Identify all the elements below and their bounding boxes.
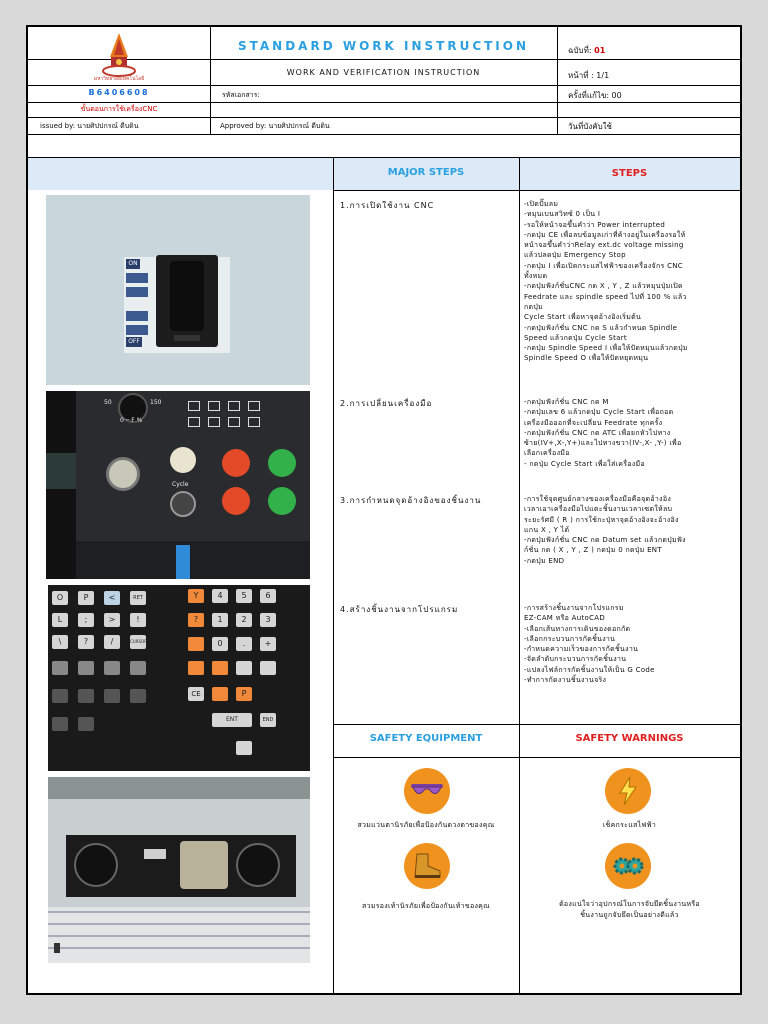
cycle-label: Cycle xyxy=(172,481,189,488)
issue-cell xyxy=(568,44,605,57)
center-socket xyxy=(180,841,228,889)
moving-gears-icon xyxy=(605,843,651,889)
step-4-details: -การสร้างชิ้นงานจากโปรแกรม EZ-CAM หรือ AutoCAD -เลือกเส้นทางการเดินของดอกกัด -เลือกกระบวนการกัดชิ้นงาน -กำหนดความเร็วของการกัดชิ้นงาน -จัดลำดับกระบวนการกัดชิ้นงาน -แปลงไฟล์การกัดชิ้นงานให้เป็น G Code -ทำการกัดงานชิ้นงานจริง xyxy=(524,604,655,685)
control-panel-photo xyxy=(46,391,310,579)
dial-right-label: 150 xyxy=(150,399,162,406)
work-instruction-sheet xyxy=(26,25,742,995)
page-number: หน้าที่ : 1/1 xyxy=(568,71,610,80)
step-1-title: 1.การเปิดใช้งาน CNC xyxy=(340,201,435,210)
document-name: ขั้นตอนการใช้เครื่องCNC xyxy=(80,105,158,113)
safety-warnings-header: SAFETY WARNINGS xyxy=(575,733,684,744)
steps-header: STEPS xyxy=(611,168,648,179)
effective-date: วันที่บังคับใช้ xyxy=(568,122,612,131)
safety-equipment-header: SAFETY EQUIPMENT xyxy=(369,733,483,744)
white-button xyxy=(170,447,196,473)
step-1-details: -เปิดปั๊มลม -หมุนเบนสวิทซ์ 0 เป็น I -รอให้หน้าจอขึ้นคำว่า Power interrupted -กดปุ่ม CE เพื่อลบข้อมูลเก่าที่ค้างอยู่ในเครื่องรอให้ หน้าจอขึ้นคำว่าRelay ext.dc voltage missing แล้วปลดปุ่ม Emergency Stop -กดปุ่ม I เพื่อเปิดกระแสไฟฟ้าของเครื่องจักร CNC ทั้งหมด -กดปุ่มฟังก์ชั่นCNC กด X , Y , Z แล้วหมุนปุ่มเปิด Feedrate และ spindle speed ไปที่ 100 % แล้ว กดปุ่ม Cycle Start เพื่อหาจุดอ้างอิงเริ่มต้น -กดปุ่มฟังก์ชั่น CNC กด S แล้วกำหนด Spindle Speed แล้วกดปุ่ม Cycle Start -กดปุ่ม Spindle Speed I เพื่อให้ปัดหมุนแล้วกดปุ่ม Spindle Speed O เพื่อให้ปัดหยุดหมุน xyxy=(524,200,688,363)
issued-by: issued by: นายศิปปกรณ์ ดีบดิน xyxy=(40,122,139,130)
safety-glasses-caption: สวมแว่นตานิรภัยเพื่อป้องกันดวงตาของคุณ xyxy=(357,821,495,829)
safety-glasses-icon xyxy=(404,768,450,814)
step-4-title: 4.สร้างชิ้นงานจากโปรแกรม xyxy=(340,605,459,614)
document-subtitle: WORK AND VERIFICATION INSTRUCTION xyxy=(286,68,481,77)
off-label: OFF xyxy=(126,337,142,347)
document-code: B6406608 xyxy=(88,88,150,97)
cycle-start-button xyxy=(170,491,196,517)
main-power-switch xyxy=(156,255,218,347)
safety-boots-icon xyxy=(404,843,450,889)
step-2-details: -กดปุ่มฟังก์ชั่น CNC กด M -กดปุ่มเลข 6 แล้วกดปุ่ม Cycle Start เพื่อถอด เครื่องมือออกที่จะเปลี่ยน Feedrate ทุกครั้ง -กดปุ่มฟังก์ชั่น CNC กด ATC เพื่อยกหัวไปทาง ซ้าย(IV+,X-,Y+)และไปทางขวา(IV-,X- ,Y-) เพื่อ เลือกเครื่องมือ - กดปุ่ม Cycle Start เพื่อใส่เครื่องมือ xyxy=(524,398,682,468)
red-button-1 xyxy=(222,449,250,477)
keypad-photo: O P < RET L ; > ! \ ? / CURSOR Y 4 5 6 ? 1 2 3 0 . + CE P ENT END xyxy=(48,585,310,771)
logo-text: มหาวิทยาลัยเทคโนโลยี xyxy=(93,76,145,82)
moving-gears-caption: ต้องแน่ใจว่าอุปกรณ์ในการจับยึดชิ้นงานหรือ ชิ้นงานถูกจับยึดเป็นอย่างดีแล้ว xyxy=(559,900,700,919)
green-button-2 xyxy=(268,487,296,515)
document-number-label: รหัสเอกสาร: xyxy=(222,91,260,99)
key-switch xyxy=(106,457,140,491)
approved-by: Approved by: นายศิปปกรณ์ ดีบดิน xyxy=(220,122,330,130)
power-switch-photo xyxy=(46,195,310,385)
dial-left-label: 50 xyxy=(104,399,112,406)
step-3-details: -การใช้จุดศูนย์กลางของเครื่องมือคือจุดอ้างอิง เวลาเอาเครื่องมือไปแตะชิ้นงานเวลาเซตให้ลบ ระยะรัศมี ( R ) การใช้กะปุ่หาจุดอ้างอิงจะอ้างอิง แกน X , Y ได้ -กดปุ่มฟังก์ชั่น CNC กด Datum set แล้วกดปุ่มฟัง ก์ชั่น กด ( X , Y , Z ) กดปุ่ม 0 กดปุ่ม ENT -กดปุ่ม END xyxy=(524,495,686,565)
document-title: STANDARD WORK INSTRUCTION xyxy=(237,39,530,53)
dial-unit-label: 0 ─ F % xyxy=(120,417,143,424)
university-logo xyxy=(78,31,160,85)
issue-label: ฉบับที่: xyxy=(568,46,592,55)
right-rotary-switch xyxy=(236,843,280,887)
left-rotary-switch xyxy=(74,843,118,887)
electric-hazard-caption: เช็คกระแสไฟฟ้า xyxy=(602,821,657,829)
on-label: ON xyxy=(126,259,140,269)
major-steps-header: MAJOR STEPS xyxy=(387,167,465,178)
step-3-title: 3.การกำหนดจุดอ้างอิงของชิ้นงาน xyxy=(340,496,482,505)
red-button-2 xyxy=(222,487,250,515)
electric-hazard-icon xyxy=(605,768,651,814)
issue-value: 01 xyxy=(594,46,606,55)
end-key: END xyxy=(260,713,276,727)
step-2-title: 2.การเปลี่ยนเครื่องมือ xyxy=(340,399,433,408)
machine-panel-photo xyxy=(48,777,310,963)
safety-boots-caption: สวมรองเท้านิรภัยเพื่อป้องกันเท้าของคุณ xyxy=(362,902,490,910)
ent-key: ENT xyxy=(212,713,252,727)
green-button-1 xyxy=(268,449,296,477)
revision-number: ครั้งที่แก้ไข: 00 xyxy=(568,91,622,100)
